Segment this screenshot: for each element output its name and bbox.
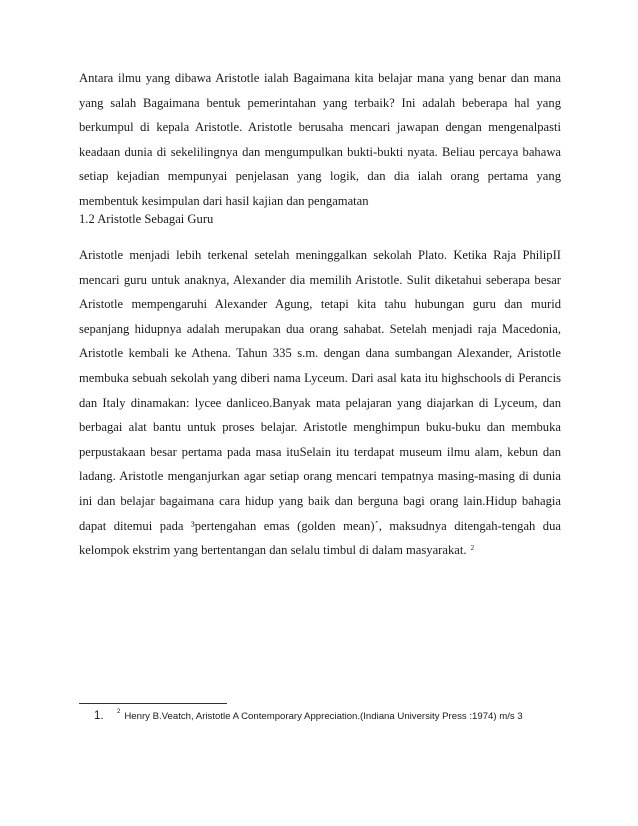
paragraph-aristotle-guru xyxy=(79,243,561,563)
paragraph-text: Aristotle menjadi lebih terkenal setelah meninggalkan sekolah Plato. Ketika Raja PhilipII mencari guru untuk anaknya, Alexander dia memilih Aristotle. Sulit diketahui seberapa besar Aristotle mempengaruhi Alexander Agung, tetapi kita tahu hubungan guru dan murid sepanjang hidupnya adalah merupakan dua orang sahabat. Setelah menjadi raja Macedonia, Aristotle kembali ke Athena. Tahun 335 s.m. dengan dana sumbangan Alexander, Aristotle membuka sebuah sekolah yang diberi nama Lyceum. Dari asal kata itu highschools di Perancis dan Italy dinamakan: lycee danliceo.Banyak mata pelajaran yang diajarkan di Lyceum, dan berbagai alat bantu untuk proses belajar. Aristotle menghimpun buku-buku dan membuka perpustakaan besar pertama pada masa ituSelain itu terdapat museum ilmu alam, kebun dan ladang. Aristotle menganjurkan agar setiap orang mencari tempatnya masing-masing di dunia ini dan belajar bagaimana cara hidup yang baik dan berguna bagi orang lain.Hidup bahagia dapat ditemui pada xyxy=(79,248,561,533)
section-heading: 1.2 Aristotle Sebagai Guru xyxy=(79,212,214,226)
footnote-text: Henry B.Veatch, Aristotle A Contemporary Appreciation.(Indiana University Press :1974) m/s 3 xyxy=(124,711,523,722)
footnote-number: 1. xyxy=(94,710,104,722)
quote-mark: ³ xyxy=(190,518,195,533)
footnote-sup: 2 xyxy=(117,709,121,715)
paragraph-text-rest: pertengahan emas (golden mean)´, maksudnya ditengah-tengah dua kelompok ekstrim yang bertentangan dan selalu timbul di dalam masyarakat. xyxy=(79,518,561,558)
footnote-reference[interactable]: 2 xyxy=(470,544,475,553)
footnote-divider xyxy=(79,703,227,704)
paragraph-intro: Antara ilmu yang dibawa Aristotle ialah Bagaimana kita belajar mana yang benar dan mana yang salah Bagaimana bentuk pemerintahan yang terbaik? Ini adalah beberapa hal yang berkumpul di kepala Aristotle. Aristotle berusaha mencari jawapan dengan mengenalpasti keadaan dunia di sekelilingnya dan mengumpulkan bukti-bukti nyata. Beliau percaya bahawa setiap kejadian mempunyai penjelasan yang logik, dan dia ialah orang pertama yang membentuk kesimpulan dari hasil kajian dan pengamatan xyxy=(79,71,561,208)
footnote xyxy=(94,710,523,722)
